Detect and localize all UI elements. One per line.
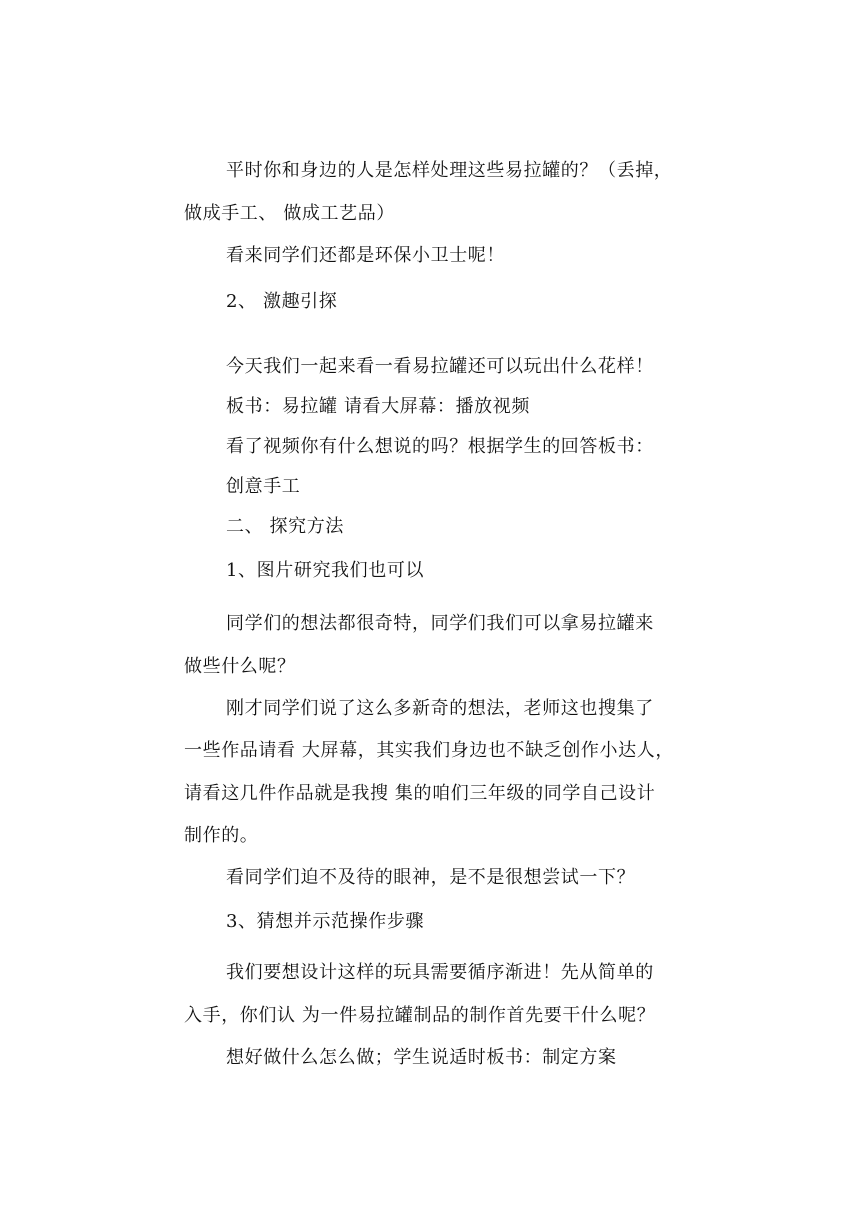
section-heading: 1、图片研究我们也可以 <box>226 560 425 581</box>
text-line: 看了视频你有什么想说的吗？根据学生的回答板书： <box>226 436 654 457</box>
text-line: 想好做什么怎么做；学生说适时板书：制定方案 <box>226 1047 617 1068</box>
text-line: 一些作品请看 大屏幕，其实我们身边也不缺乏创作小达人， <box>184 740 674 761</box>
text-line: 同学们的想法都很奇特，同学们我们可以拿易拉罐来 <box>226 613 654 634</box>
text-line: 制作的。 <box>184 825 259 846</box>
text-line: 平时你和身边的人是怎样处理这些易拉罐的？（丢掉， <box>226 160 673 181</box>
section-heading: 3、猜想并示范操作步骤 <box>226 911 425 932</box>
text-line: 看来同学们还都是环保小卫士呢！ <box>226 245 505 266</box>
text-line: 做些什么呢？ <box>184 656 296 677</box>
text-line: 板书：易拉罐 请看大屏幕：播放视频 <box>226 396 530 417</box>
text-line: 入手，你们认 为一件易拉罐制品的制作首先要干什么呢？ <box>184 1005 656 1026</box>
text-line: 创意手工 <box>226 476 301 497</box>
text-line: 看同学们迫不及待的眼神，是不是很想尝试一下？ <box>226 867 636 888</box>
text-line: 请看这几件作品就是我搜 集的咱们三年级的同学自己设计 <box>184 783 656 804</box>
text-line: 刚才同学们说了这么多新奇的想法，老师这也搜集了 <box>226 698 654 719</box>
section-heading: 2、 激趣引探 <box>226 291 338 312</box>
text-line: 今天我们一起来看一看易拉罐还可以玩出什么花样！ <box>226 356 654 377</box>
section-heading: 二、 探究方法 <box>226 516 344 537</box>
text-line: 做成手工、 做成工艺品） <box>184 203 395 224</box>
text-line: 我们要想设计这样的玩具需要循序渐进！先从简单的 <box>226 962 654 983</box>
